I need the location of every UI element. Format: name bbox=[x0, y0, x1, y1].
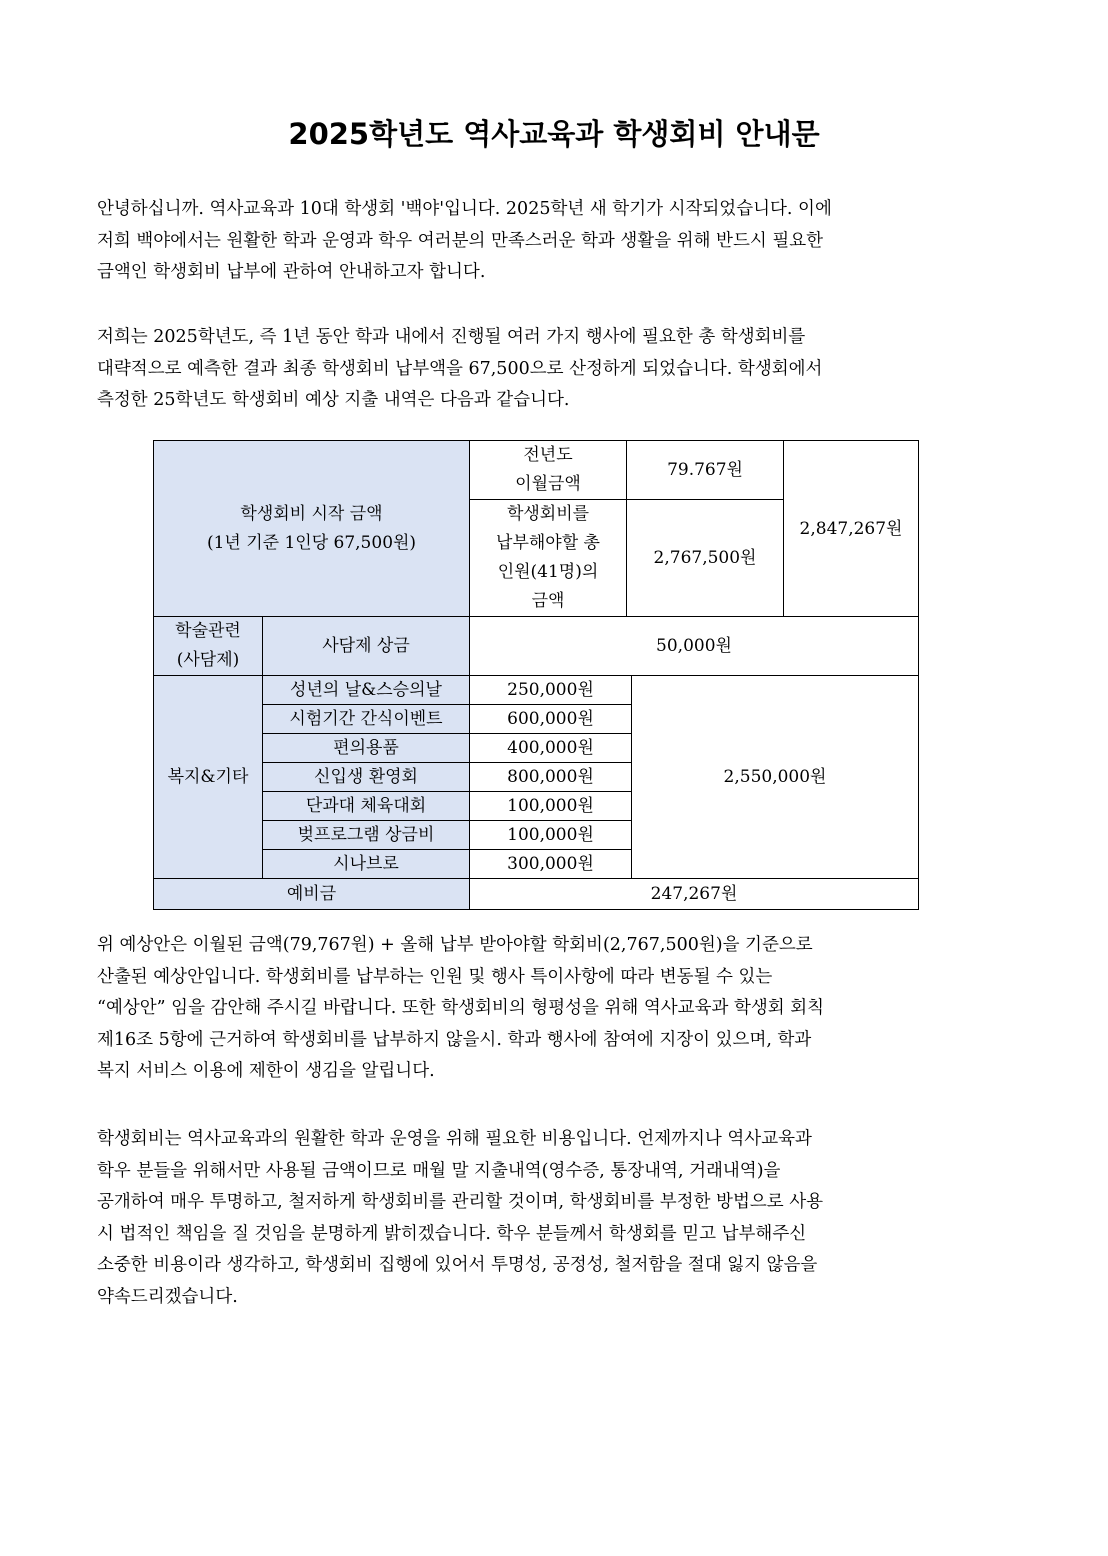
closing-line: 약속드리겠습니다. bbox=[97, 1286, 238, 1307]
academic-category-line: 학술관련 bbox=[175, 621, 241, 641]
reserve-value: 247,267원 bbox=[470, 879, 919, 910]
intro-line: 안녕하십니까. 역사교육과 10대 학생회 '백야'입니다. 2025학년 새 학기가 시작되었습니다. 이에 bbox=[97, 199, 832, 219]
welfare-item-name: 성년의 날&스승의날 bbox=[263, 676, 470, 705]
closing-line: 학우 분들을 위해서만 사용될 금액이므로 매월 말 지출내역(영수증, 통장내역, 거래내역)을 bbox=[97, 1160, 781, 1181]
notice-paragraph bbox=[97, 930, 997, 1088]
intro-line: 저희 백야에서는 원활한 학과 운영과 학우 여러분의 만족스러운 학과 생활을 위해 반드시 필요한 bbox=[97, 230, 824, 251]
closing-line: 학생회비는 역사교육과의 원활한 학과 운영을 위해 필요한 비용입니다. 언제까지나 역사교육과 bbox=[97, 1129, 812, 1149]
welfare-item-amount: 100,000원 bbox=[470, 821, 632, 850]
notice-line: “예상안” 임을 감안해 주시길 바랍니다. 또한 학생회비의 형평성을 위해 역사교육과 학생회 회칙 bbox=[97, 998, 825, 1018]
welfare-item-amount: 600,000원 bbox=[470, 705, 632, 734]
budget-table bbox=[153, 440, 919, 910]
closing-line: 공개하여 매우 투명하고, 철저하게 학생회비를 관리할 것이며, 학생회비를 부정한 방법으로 사용 bbox=[97, 1192, 824, 1212]
document-title: 2025학년도 역사교육과 학생회비 안내문 bbox=[288, 117, 820, 151]
closing-line: 시 법적인 책임을 질 것임을 분명하게 밝히겠습니다. 학우 분들께서 학생회를 믿고 납부해주신 bbox=[97, 1223, 807, 1244]
table-row bbox=[154, 441, 919, 500]
academic-category-line: (사담제) bbox=[176, 650, 240, 670]
carryover-value: 79.767원 bbox=[627, 441, 784, 500]
welfare-item-amount: 800,000원 bbox=[470, 763, 632, 792]
welfare-item-name: 시나브로 bbox=[263, 850, 470, 879]
table-row bbox=[154, 676, 919, 705]
notice-line: 위 예상안은 이월된 금액(79,767원) + 올해 납부 받아야할 학회비(2,767,500원)을 기준으로 bbox=[97, 935, 813, 955]
notice-line: 제16조 5항에 근거하여 학생회비를 납부하지 않을시. 학과 행사에 참여에 지장이 있으며, 학과 bbox=[97, 1029, 812, 1050]
intro-paragraph bbox=[97, 194, 997, 289]
welfare-item-name: 신입생 환영회 bbox=[263, 763, 470, 792]
reserve-label: 예비금 bbox=[154, 879, 470, 910]
start-amount-label: 학생회비 시작 금액 bbox=[240, 503, 383, 524]
notice-line: 복지 서비스 이용에 제한이 생김을 알립니다. bbox=[97, 1061, 435, 1081]
estimate-line: 측정한 25학년도 학생회비 예상 지출 내역은 다음과 같습니다. bbox=[97, 390, 570, 410]
welfare-item-name: 단과대 체육대회 bbox=[263, 792, 470, 821]
welfare-item-name: 시험기간 간식이벤트 bbox=[263, 705, 470, 734]
welfare-total: 2,550,000원 bbox=[632, 676, 919, 879]
estimate-line: 저희는 2025학년도, 즉 1년 동안 학과 내에서 진행될 여러 가지 행사에 필요한 총 학생회비를 bbox=[97, 327, 806, 347]
dues-label-line: 납부해야할 총 bbox=[496, 533, 600, 553]
dues-label-line: 인원(41명)의 bbox=[497, 562, 599, 582]
welfare-item-amount: 300,000원 bbox=[470, 850, 632, 879]
welfare-item-amount: 100,000원 bbox=[470, 792, 632, 821]
welfare-item-name: 편의용품 bbox=[263, 734, 470, 763]
academic-item: 사담제 상금 bbox=[263, 617, 470, 676]
estimate-line: 대략적으로 예측한 결과 최종 학생회비 납부액을 67,500으로 산정하게 되었습니다. 학생회에서 bbox=[97, 358, 823, 379]
carryover-label-line: 전년도 bbox=[523, 445, 573, 465]
table-row bbox=[154, 879, 919, 910]
dues-label-cell bbox=[470, 500, 627, 617]
notice-line: 산출된 예상안입니다. 학생회비를 납부하는 인원 및 행사 특이사항에 따라 변동될 수 있는 bbox=[97, 966, 773, 987]
start-amount-sub: (1년 기준 1인당 67,500원) bbox=[206, 532, 417, 553]
closing-line: 소중한 비용이라 생각하고, 학생회비 집행에 있어서 투명성, 공정성, 철저함을 절대 잃지 않음을 bbox=[97, 1255, 818, 1275]
welfare-item-name: 벚프로그램 상금비 bbox=[263, 821, 470, 850]
start-total-value: 2,847,267원 bbox=[784, 441, 919, 617]
dues-value: 2,767,500원 bbox=[627, 500, 784, 617]
closing-paragraph bbox=[97, 1124, 997, 1313]
intro-line: 금액인 학생회비 납부에 관하여 안내하고자 합니다. bbox=[97, 262, 486, 282]
dues-label-line: 학생회비를 bbox=[506, 504, 590, 524]
start-amount-cell bbox=[154, 441, 470, 617]
carryover-label-line: 이월금액 bbox=[515, 474, 581, 494]
academic-category-cell bbox=[154, 617, 263, 676]
welfare-item-amount: 250,000원 bbox=[470, 676, 632, 705]
table-row bbox=[154, 617, 919, 676]
welfare-category: 복지&기타 bbox=[154, 676, 263, 879]
estimate-paragraph bbox=[97, 322, 997, 417]
dues-label-line: 금액 bbox=[531, 591, 565, 611]
academic-value: 50,000원 bbox=[470, 617, 919, 676]
welfare-item-amount: 400,000원 bbox=[470, 734, 632, 763]
carryover-label-cell bbox=[470, 441, 627, 500]
